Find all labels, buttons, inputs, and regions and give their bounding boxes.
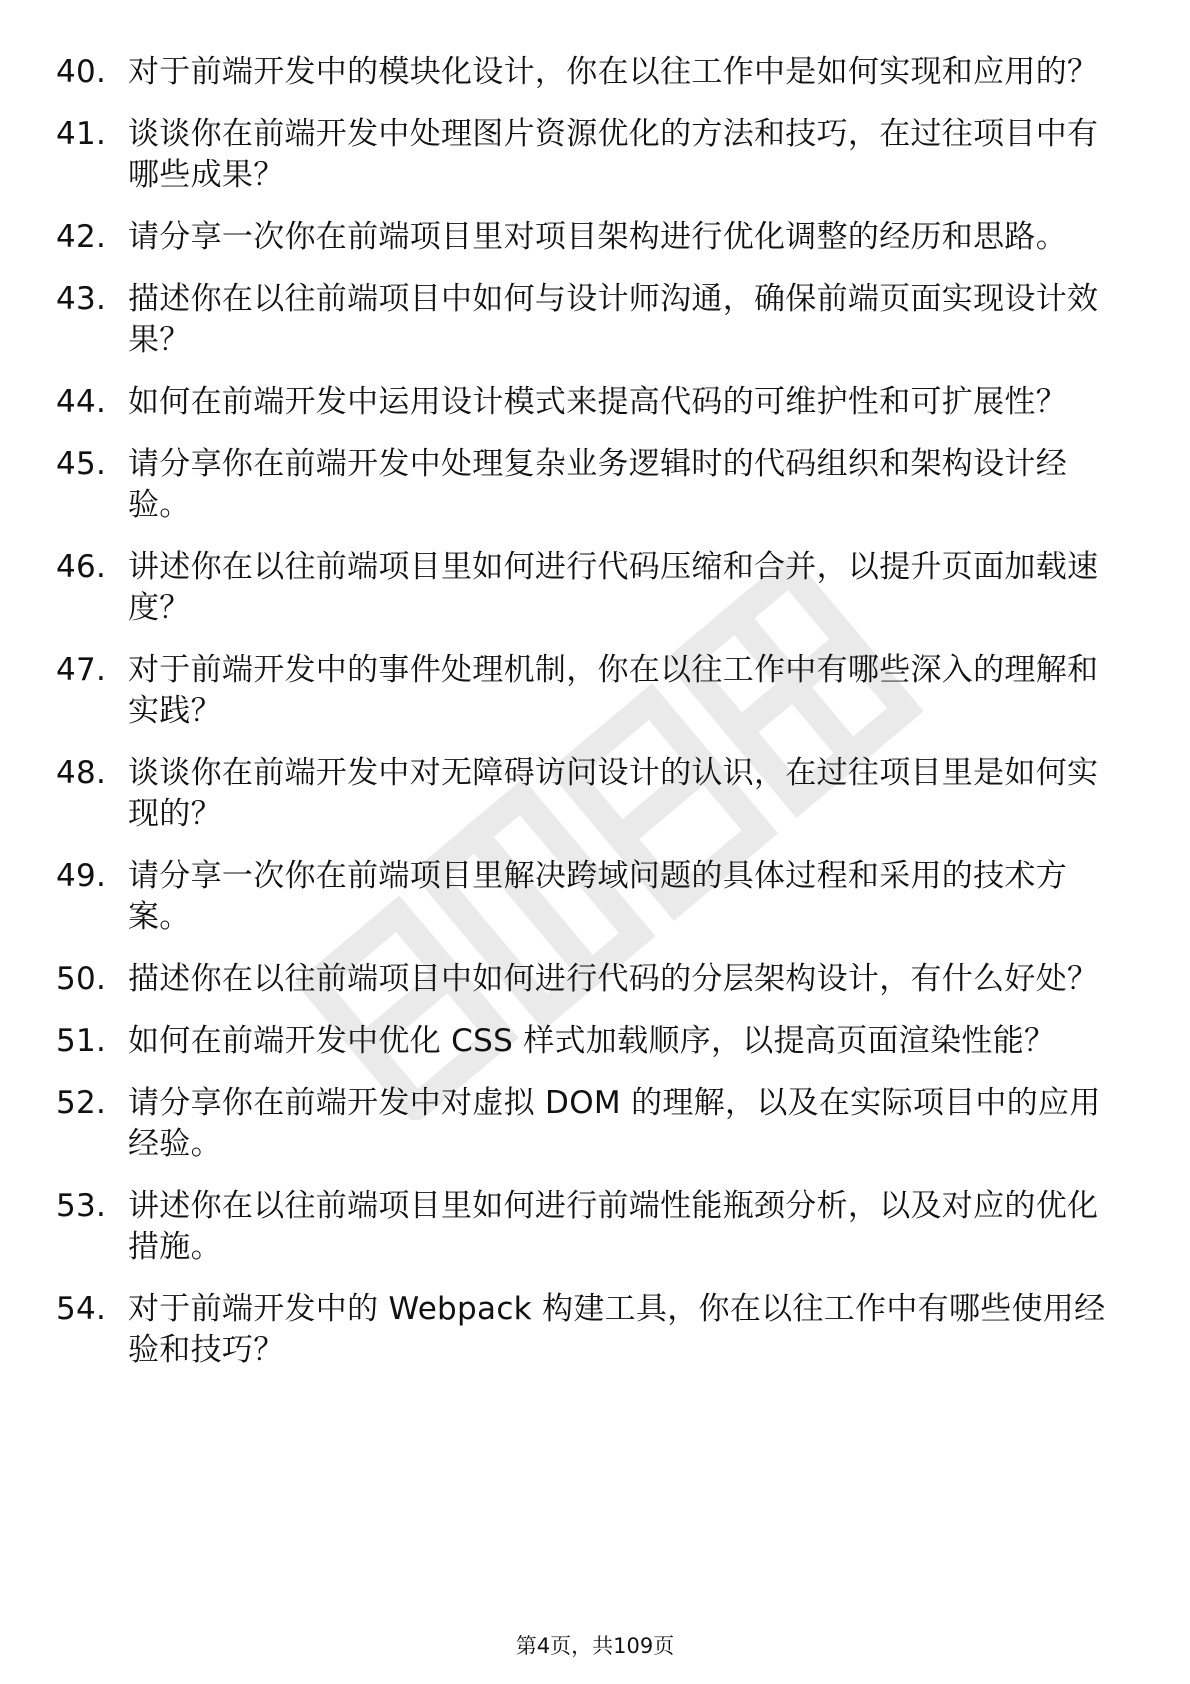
question-text: 请分享一次你在前端项目里解决跨域问题的具体过程和采用的技术方案。 [128, 858, 1067, 935]
question-text: 谈谈你在前端开发中处理图片资源优化的方法和技巧，在过往项目中有哪些成果？ [128, 116, 1099, 193]
list-item [56, 959, 1116, 1000]
question-number: 52. [56, 1085, 107, 1121]
question-number: 43. [56, 281, 107, 317]
question-text: 对于前端开发中的事件处理机制，你在以往工作中有哪些深入的理解和实践？ [128, 652, 1099, 729]
list-item [56, 444, 1116, 526]
list-item [56, 52, 1116, 93]
list-item [56, 753, 1116, 835]
question-number: 53. [56, 1188, 107, 1224]
list-item [56, 547, 1116, 629]
question-number: 45. [56, 446, 107, 482]
list-item [56, 279, 1116, 361]
question-number: 54. [56, 1291, 107, 1327]
question-number: 47. [56, 652, 107, 688]
question-number: 51. [56, 1023, 107, 1059]
question-number: 49. [56, 858, 107, 894]
list-item [56, 382, 1116, 423]
question-text: 描述你在以往前端项目中如何与设计师沟通，确保前端页面实现设计效果？ [128, 281, 1099, 358]
list-item [56, 1021, 1116, 1062]
question-text: 对于前端开发中的 Webpack 构建工具，你在以往工作中有哪些使用经验和技巧？ [128, 1291, 1106, 1368]
question-text: 请分享你在前端开发中对虚拟 DOM 的理解，以及在实际项目中的应用经验。 [128, 1085, 1101, 1162]
question-text: 请分享一次你在前端项目里对项目架构进行优化调整的经历和思路。 [128, 219, 1067, 255]
question-text: 请分享你在前端开发中处理复杂业务逻辑时的代码组织和架构设计经验。 [128, 446, 1067, 523]
list-item [56, 1186, 1116, 1268]
question-number: 41. [56, 116, 107, 152]
question-text: 如何在前端开发中优化 CSS 样式加载顺序，以提高页面渲染性能？ [128, 1023, 1056, 1059]
question-number: 48. [56, 755, 107, 791]
list-item [56, 114, 1116, 196]
question-text: 描述你在以往前端项目中如何进行代码的分层架构设计，有什么好处？ [128, 961, 1099, 997]
list-item [56, 650, 1116, 732]
question-text: 谈谈你在前端开发中对无障碍访问设计的认识，在过往项目里是如何实现的？ [128, 755, 1099, 832]
question-number: 42. [56, 219, 107, 255]
question-number: 44. [56, 384, 107, 420]
list-item [56, 856, 1116, 938]
question-text: 如何在前端开发中运用设计模式来提高代码的可维护性和可扩展性？ [128, 384, 1067, 420]
question-text: 讲述你在以往前端项目里如何进行前端性能瓶颈分析，以及对应的优化措施。 [128, 1188, 1099, 1265]
question-number: 40. [56, 54, 107, 90]
question-text: 讲述你在以往前端项目里如何进行代码压缩和合并，以提升页面加载速度？ [128, 549, 1099, 626]
page-number-label: 第4页，共109页 [515, 1634, 675, 1658]
question-list [56, 52, 1116, 1392]
list-item [56, 1083, 1116, 1165]
question-number: 50. [56, 961, 107, 997]
list-item [56, 1289, 1116, 1371]
list-item [56, 217, 1116, 258]
page-footer [0, 1632, 1190, 1660]
question-text: 对于前端开发中的模块化设计，你在以往工作中是如何实现和应用的？ [128, 54, 1099, 90]
question-number: 46. [56, 549, 107, 585]
